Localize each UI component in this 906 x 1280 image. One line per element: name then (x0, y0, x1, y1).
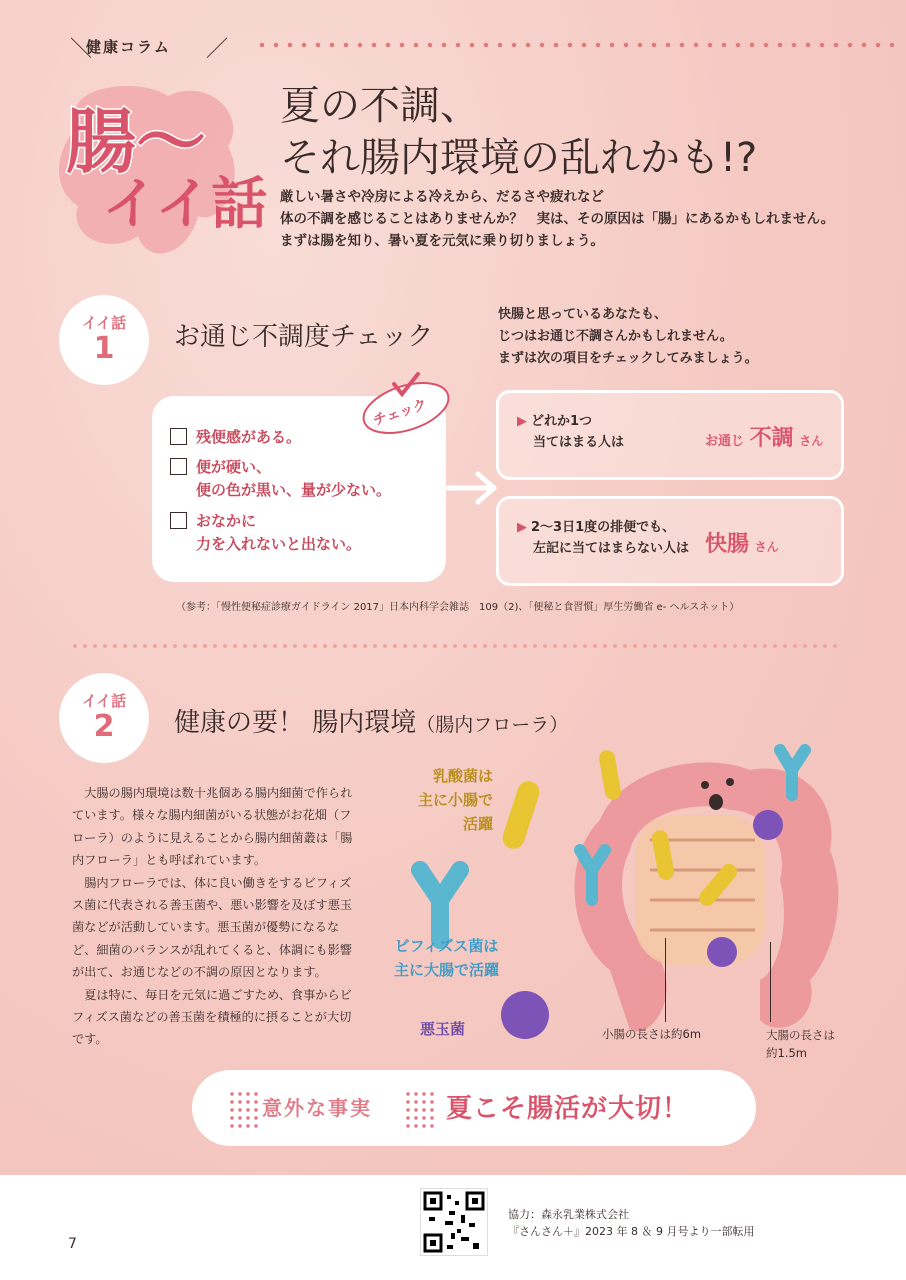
triangle-icon: ▶ (517, 414, 527, 429)
checklist-item-2[interactable] (196, 456, 391, 502)
check-stamp-label: チェック (371, 396, 430, 430)
checkbox[interactable] (170, 428, 187, 445)
label-line: 約1.5m (766, 1046, 807, 1060)
banner-lead: 意外な事実 (262, 1096, 372, 1120)
result1-prefix: お通じ (705, 434, 745, 449)
label-bad-bacteria: 悪玉菌 (420, 1020, 466, 1038)
section1-badge (62, 298, 146, 382)
highlight-banner (192, 1070, 756, 1146)
item-text: 残便感がある。 (196, 428, 302, 446)
checkbox[interactable] (170, 458, 187, 475)
arrow-icon (446, 470, 500, 506)
section2-title (174, 702, 568, 739)
result1-line1: どれか1つ (531, 414, 593, 429)
paragraph: 夏は特に、毎日を元気に過ごすため、食事からビフィズス菌などの善玉菌を積極的に摂ることが大切です。 (72, 987, 352, 1047)
badge-label: イイ話 (81, 692, 127, 710)
small-intestine-pointer (665, 938, 666, 1022)
item-text: 便が硬い、 (196, 458, 272, 476)
triangle-icon: ▶ (517, 520, 527, 535)
qr-code[interactable] (420, 1188, 488, 1256)
badge-number: 2 (93, 709, 115, 744)
page-title (280, 80, 757, 184)
sparkle-icon (228, 1090, 258, 1130)
intro-text (280, 186, 834, 252)
label-line: 大腸の長さは (766, 1028, 835, 1042)
item-text: 力を入れないと出ない。 (196, 535, 362, 553)
section1-title: お通じ不調度チェック (174, 322, 434, 352)
label-line: 活躍 (463, 815, 494, 833)
result2-suffix: さん (754, 540, 779, 554)
note-line2: じつはお通じ不調さんかもしれません。 (498, 329, 733, 344)
result1-desc (517, 411, 624, 453)
section2-body (72, 782, 362, 1051)
slash-left: ＼ (70, 37, 93, 62)
checklist-item-1[interactable] (196, 426, 301, 449)
note-line3: まずは次の項目をチェックしてみましょう。 (498, 351, 758, 366)
label-line: ビフィズス菌は (394, 937, 499, 955)
label-bifido-bacteria (394, 934, 499, 982)
badge-label: イイ話 (81, 314, 127, 332)
result2-answer (705, 527, 779, 558)
footer-credit (508, 1206, 754, 1240)
result2-line1: 2～3日1度の排便でも、 (531, 520, 676, 535)
result1-answer (705, 421, 823, 452)
slash-right: ／ (206, 37, 229, 62)
page-number: 7 (68, 1236, 77, 1252)
result-card-1 (496, 390, 844, 480)
paragraph: 大腸の腸内環境は数十兆個ある腸内細菌で作られています。様々な腸内細菌がいる状態がお花畑（フローラ）のように見えることから腸内細菌叢は「腸内フローラ」とも呼ばれています。 (72, 786, 353, 868)
dotted-divider (70, 644, 840, 648)
title-line1: 夏の不調、 (280, 83, 480, 129)
dotted-line-header (255, 42, 895, 48)
result1-line2: 当てはまる人は (533, 435, 625, 450)
label-large-intestine-length (766, 1026, 835, 1062)
item-text: 便の色が黒い、量が少ない。 (196, 481, 392, 499)
logo-text-line1: 腸～ (66, 101, 206, 183)
logo-text-line2: イイ話 (102, 172, 268, 237)
note-line1: 快腸と思っているあなたも、 (498, 307, 668, 322)
label-line: 主に大腸で活躍 (394, 961, 500, 979)
label-line: 主に小腸で (418, 791, 494, 809)
reference-note: （参考：「慢性便秘症診療ガイドライン 2017」日本内科学会雑誌 109（2)、「便秘と食習慣」厚生労働省 e- ヘルスネット） (176, 602, 740, 613)
result2-desc (517, 517, 689, 559)
badge-number: 1 (93, 331, 115, 366)
large-intestine-pointer (770, 942, 771, 1022)
label-small-intestine-length: 小腸の長さは約6m (602, 1027, 702, 1041)
title-line2: それ腸内環境の乱れかも!? (280, 135, 758, 181)
section2-badge (62, 676, 146, 760)
credit-line2: 『さんさん＋』2023 年 8 ＆ 9 月号より一部転用 (508, 1225, 755, 1238)
result-card-2 (496, 496, 844, 586)
item-text: おなかに (196, 512, 257, 530)
paragraph: 腸内フローラでは、体に良い働きをするビフィズス菌に代表される善玉菌や、悪い影響を及ぼす悪玉菌などが活動しています。悪玉菌が優勢になるなど、細菌のバランスが乱れてくると、体調にも影響が出て、お通じなどの不調の原因となります。 (72, 875, 353, 980)
credit-line1: 協力：森永乳業株式会社 (508, 1208, 629, 1221)
column-label: 健康コラム (86, 38, 171, 56)
result2-main: 快腸 (705, 532, 750, 557)
label-line: 乳酸菌は (433, 767, 494, 785)
intro-line3: まずは腸を知り、暑い夏を元気に乗り切りましょう。 (280, 233, 604, 249)
result2-line2: 左記に当てはまらない人は (533, 541, 690, 556)
result1-suffix: さん (799, 434, 824, 448)
label-lactic-bacteria (418, 764, 493, 836)
section2-title-main: 健康の要！ 腸内環境 (174, 708, 417, 738)
checklist-item-3[interactable] (196, 510, 361, 556)
intro-line1: 厳しい暑さや冷房による冷えから、だるさや疲れなど (280, 189, 604, 205)
section1-note (498, 304, 758, 370)
result1-main: 不調 (749, 426, 794, 451)
sparkle-icon (404, 1090, 434, 1130)
section2-title-sub: （腸内フローラ） (416, 714, 569, 736)
banner-main: 夏こそ腸活が大切！ (446, 1094, 690, 1124)
checkbox[interactable] (170, 512, 187, 529)
intro-line2: 体の不調を感じることはありませんか？ 実は、その原因は「腸」にあるかもしれません。 (280, 211, 835, 227)
